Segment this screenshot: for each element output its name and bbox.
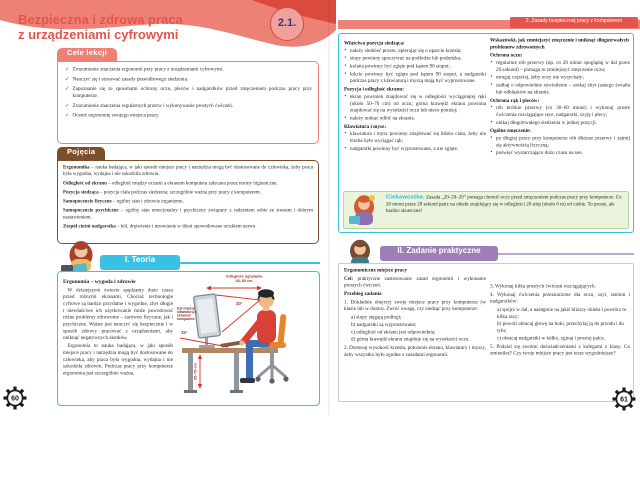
page-number-left: 60 (11, 395, 19, 403)
running-header-chip (510, 17, 638, 28)
page-title-line1: Bezpieczna i zdrowa praca (18, 12, 183, 27)
definition-samopoczucie-psychiczne: Samopoczucie psychiczne – ogólny stan emocjonalny i psychiczny związany z radzeniem sobie ze stresem i dobrym nastawieniem. (63, 207, 313, 220)
teoria-heading: Ergonomia – wygoda i zdrowie (63, 278, 136, 285)
rule-bullet: ▪ nadgarstki powinny być wyprostowane, a nie zgięte. (344, 145, 486, 152)
ergonomics-diagram-art (176, 274, 316, 404)
rules-heading-eyes: Ochrona oczu: (490, 52, 523, 59)
rule-bullet: ▪ stopy powinny spoczywać na podłodze lub podnóżku; (344, 55, 486, 62)
running-header-text: 2. Zasady bezpiecznej pracy z komputerem (525, 18, 623, 24)
definition-pozycja: Pozycja siedząca – pozycja ciała podczas siedzenia; szczególnie ważna przy pracy z komputerem. (63, 189, 261, 195)
goal-item: ✓ Ocenić ergonomię swojego miejsca pracy. (64, 112, 312, 119)
zadanie-substep: b) powoli obracaj głowę na boki, przechylaj ją do przodu i do tyłu; (497, 321, 624, 334)
teoria-text-column (63, 276, 173, 478)
tip-bullet: ▪ rób krótkie przerwy (co 30–60 minut) i wykonuj proste ćwiczenia rozciągające ręce, nadgarstki, szyję i plecy; (490, 105, 630, 119)
rules-right-column (490, 37, 630, 278)
ciekawostka-text (386, 194, 626, 235)
rules-heading-sitting: Właściwa pozycja siedząca: (344, 40, 405, 46)
screen-angle-label: 20° (236, 301, 243, 306)
zadanie-substep: a) stopy sięgają podłogi; (351, 314, 402, 321)
reading-girl-illustration (58, 236, 102, 276)
rule-bullet: ▪ należy siedzieć prosto, opierając się o oparcie krzesła; (344, 47, 486, 54)
zadanie-title: Ergonomiczne miejsce pracy (344, 267, 408, 273)
teoria-paragraph-1: W dzisiejszym świecie spędzamy dużo czasu przed różnymi ekranami. Chociaż technologie cyfrowe są bardzo przydatne i wygodne, zbyt długie i niewłaściwe ich użytkowanie może powodować różne problemy zdrowotne – zarówno fizyczne, jak i psychiczne. Ważne jest nauczyć się bezpiecznie i w sposób zdrowy pracować z urządzeniami, aby uniknąć negatywnych skutków. (63, 287, 173, 341)
rule-bullet: ▪ ekran powinien znajdować się w odległości wyciągniętej ręki (około 50–70 cm) od oczu; górna krawędź ekranu powinna znajdować się na wysokości oczu lub nieco poniżej; (344, 93, 486, 114)
teoria-banner: I. Teoria (100, 255, 180, 270)
rule-bullet: ▪ klawiatura i mysz powinny znajdować się blisko ciała, żeby nie trzeba było wyciągać rąk; (344, 131, 486, 145)
rule-bullet: ▪ kolana powinny być zgięte pod kątem 90 stopni; (344, 63, 486, 70)
goal-item: ✓ Zapoznanie się ze sposobami ochrony oczu, pleców i nadgarstków przed zmęczeniem podczas pracy przy komputerze. (64, 86, 312, 100)
page-number-gear-left (3, 386, 27, 410)
tip-bullet: ▪ unikaj długotrwałego siedzenia w jednej pozycji. (490, 119, 630, 126)
goal-item: ✓ Zrozumienie znaczenia ergonomii przy pracy z urządzeniami cyfrowymi. (64, 66, 312, 73)
zadanie-left-column (344, 267, 486, 452)
zadanie-step-2: 2. Dostosuj wysokość krzesła, położenie ekranu, klawiatury i myszy, żeby wszystko było zgodne z zasadami ergonomii. (344, 344, 486, 358)
tip-bullet: ▪ po długiej pracy przy komputerze rób dłuższe przerwy i zajmij się aktywnością fizyczną; (490, 135, 630, 149)
tip-bullet: ▪ mrugaj częściej, żeby oczy nie wysychały; (490, 74, 630, 81)
goal-item: ✓ Zrozumienie znaczenia regularnych przerw i wykonywanie prostych ćwiczeń. (64, 102, 312, 109)
zadanie-right-column (490, 280, 630, 434)
tip-bullet: ▪ zadbaj o odpowiednie oświetlenie – unikaj zbyt jasnego światła lub odblasków na ekranie. (490, 82, 630, 96)
desk-height-label: 65–75 cm (193, 363, 198, 380)
definition-samopoczucie-fizyczne: Samopoczucie fizyczne – ogólny stan i zdrowie organizmu. (63, 198, 184, 205)
teoria-banner-line (180, 262, 320, 264)
zadanie-cel: Cel: praktyczne zastosowanie zasad ergonomii i wykonanie prostych ćwiczeń. (344, 275, 486, 289)
keyboard-angle-value: 15° (181, 330, 188, 335)
tip-bullet: ▪ regularnie rób przerwy (np. co 20 minut spoglądaj w dal przez 20 sekund) – pomaga to zmniejszyć zmęczenie oczu; (490, 60, 630, 74)
zadanie-banner: II. Zadanie praktyczne (380, 246, 498, 261)
tip-bullet: ▪ poświęć wystarczająco dużo czasu na sen. (490, 150, 630, 157)
tab-cele-lekcji: Cele lekcji (57, 48, 117, 61)
ciekawostka-label: Ciekawostka. (386, 194, 425, 200)
zadanie-przebieg: Przebieg zadania (344, 291, 382, 297)
viewing-distance-label: Odległość oglądania 45–80 cm (225, 274, 263, 283)
page-gutter (328, 0, 331, 415)
tips-intro: Wskazówki, jak zmniejszyć zmęczenie i uniknąć długotrwałych problemów zdrowotnych (490, 37, 629, 50)
zadanie-substep: c) odległość od ekranu jest odpowiednia; (351, 329, 436, 335)
lesson-number-badge: 2.1. (270, 7, 304, 41)
rules-heading-keyboard: Klawiatura i mysz: (344, 123, 387, 130)
page-title (18, 12, 258, 42)
rule-bullet: ▪ należy unikać odbić na ekranie. (344, 115, 486, 122)
teoria-paragraph-2: Ergonomia to nauka badająca, w jaki sposób miejsce pracy i narzędzia mogą być dostosowane do człowieka, aby praca była wygodna, wydajna i nie szkodziła zdrowiu. Podczas pracy przy komputerze ergonomia jest szczególnie ważna. (63, 343, 173, 376)
page-number-gear-right (612, 387, 636, 411)
definition-odleglosc: Odległość od ekranu – odległość między oczami a ekranem komputera zalecana przez normy higieniczne. (63, 180, 278, 186)
zadanie-substep: d) górna krawędź ekranu znajduje się na wysokości oczu. (351, 336, 470, 343)
ciekawostka-body: Zasada „20–20–20” pomaga chronić oczy przed zmęczeniem podczas pracy przy komputerze. Co 20 minut przez 20 sekund patrz na obiekt znajdujący się w odległości 20 stóp (około 6 m) od ciebie. To proste, ale bardzo skuteczne! (386, 194, 622, 214)
definition-zespol-ciesni: Zespół cieśni nadgarstka – ból, drętwienie i mrowienie w dłoni spowodowane uciskiem nerwu. (63, 223, 257, 230)
zadanie-step-4: 4. Wykonaj ćwiczenia przeznaczone dla oczu, szyi, ramion i nadgarstków: (490, 291, 630, 305)
zadanie-substep: c) obracaj nadgarstki w kółko, zginaj i prostuj palce. (497, 335, 606, 341)
zadanie-banner-line (498, 253, 634, 255)
definition-ergonomika: Ergonomika – nauka badająca, w jaki sposób miejsce pracy i narzędzia mogą być dostosowane do człowieka, żeby praca była wygodna, wydajna i nie szkodziła zdrowiu. (63, 164, 313, 177)
zadanie-step-1: 1. Dokładnie obejrzyj swoje miejsce pracy przy komputerze (w klasie lub w domu). Zwróć uwagę, czy siedząc przy komputerze: (344, 299, 486, 312)
zadanie-substep: b) nadgarstki są wyprostowane; (351, 321, 417, 328)
page-number-right: 61 (620, 396, 628, 404)
rule-bullet: ▪ łokcie powinny być zgięte pod kątem 90 stopni, a nadgarstki podczas pracy z klawiaturą i myszą mają być wyprostowane. (344, 71, 486, 85)
zadanie-step-3: 3. Wykonaj kilka prostych ćwiczeń rozciągających. (490, 283, 596, 289)
rules-heading-hands: Ochrona rąk i pleców: (490, 97, 540, 104)
rules-heading-screen: Pozycja i odległość ekranu: (344, 86, 404, 93)
keyboard-angle-label: Kąt między klawiaturą a ekranem komputera (177, 307, 197, 321)
goal-item: ✓ Nauczyć się i stosować zasady prawidłowego siedzenia. (64, 76, 312, 83)
tab-pojecia: Pojęcia (57, 147, 105, 160)
rules-heading-fatigue: Ogólne zmęczenie: (490, 128, 532, 134)
ciekawostka-character-illustration (346, 192, 382, 228)
ergonomics-diagram (176, 274, 316, 404)
zadanie-substep: a) spójrz w dal, a następnie na jakiś bliższy obiekt i powtórz to kilka razy; (497, 307, 627, 320)
page-title-line2: z urządzeniami cyfrowymi (18, 27, 179, 42)
zadanie-step-5: 5. Podziel się swoimi doświadczeniami z kolegami z klasy. Co zmieniłeś? Czy twoje miejsce pracy jest teraz wygodniejsze? (490, 343, 630, 357)
